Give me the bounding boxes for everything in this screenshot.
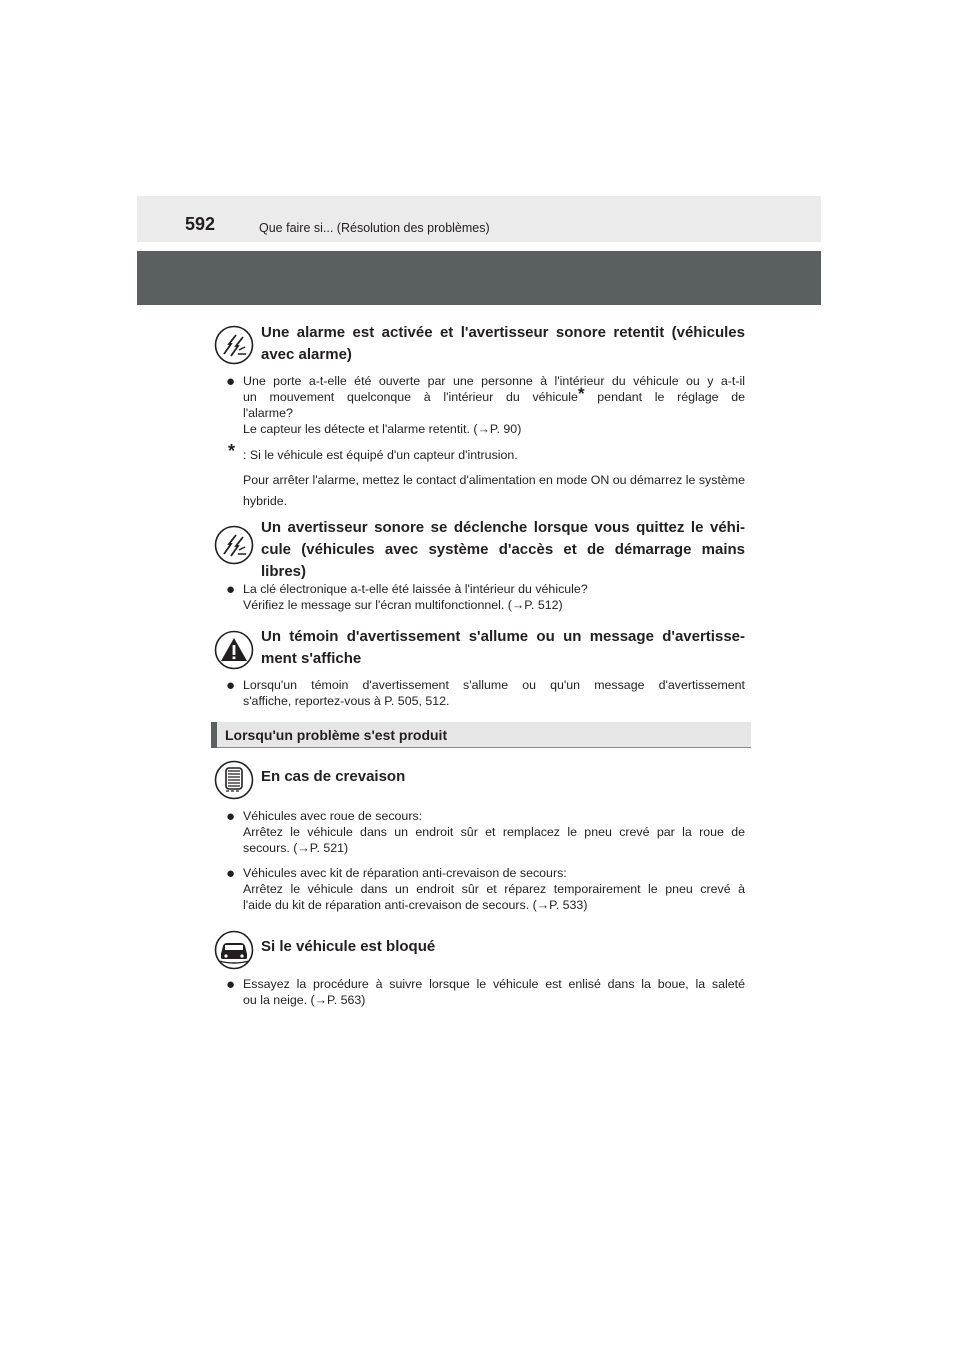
bullet-text-warning: Lorsqu'un témoin d'avertissement s'allume ou qu'un message d'avertissement s'affiche, reportez-vous à P. 505, 512.	[243, 678, 745, 708]
chapter-title: Que faire si... (Résolution des problèmes)	[259, 221, 490, 235]
section-title-smart-key: Un avertisseur sonore se déclenche lorsque vous quittez le véhi- cule (véhicules avec système d'accès et de démarrage mains libres)	[261, 519, 745, 580]
alarm-lightning-icon	[214, 525, 254, 565]
bullet-marker: ●	[226, 677, 236, 694]
section-title-stuck: Si le véhicule est bloqué	[261, 938, 436, 955]
bullet-marker: ●	[226, 865, 236, 882]
stuck-vehicle-icon	[214, 930, 254, 970]
section-title-warning: Un témoin d'avertissement s'allume ou un message d'avertisse- ment s'affiche	[261, 628, 745, 667]
footnote-text: : Si le véhicule est équipé d'un capteur d'intrusion.	[243, 448, 518, 462]
warning-triangle-icon	[214, 630, 254, 670]
page-number: 592	[185, 214, 216, 234]
flat-tire-icon	[214, 760, 254, 800]
bullet-text-spare-wheel: Véhicules avec roue de secours: Arrêtez le véhicule dans un endroit sûr et remplacez le pneu crevé par la roue de secours. (→P. 521)	[243, 809, 745, 855]
bullet-text-stuck: Essayez la procédure à suivre lorsque le véhicule est enlisé dans la boue, la saleté ou la neige. (→P. 563)	[243, 977, 745, 1007]
header-band	[137, 196, 821, 242]
bullet-marker: ●	[226, 808, 236, 825]
bullet-text-repair-kit: Véhicules avec kit de réparation anti-crevaison de secours: Arrêtez le véhicule dans un endroit sûr et réparez temporairement le pneu crevé à l'aide du kit de réparation anti-crevaison de secours. (→P. 533)	[243, 866, 745, 912]
section-title-alarm: Une alarme est activée et l'avertisseur sonore retentit (véhicules avec alarme)	[261, 324, 745, 363]
bar-label: Lorsqu'un problème s'est produit	[225, 727, 448, 743]
bullet-marker: ●	[226, 581, 236, 598]
alarm-lightning-icon	[214, 325, 254, 365]
bullet-marker: ●	[226, 373, 236, 390]
bullet-text-alarm: Une porte a-t-elle été ouverte par une personne à l'intérieur du véhicule ou y a-t-il un mouvement quelconque à l'intérieur du véhicule* pendant le réglage de l'alarme? Le capteur les détecte et l'alarme retentit. (→P. 90)	[243, 374, 745, 436]
footnote-mark: *	[228, 441, 236, 461]
bullet-marker: ●	[226, 976, 236, 993]
section-header-bar	[211, 722, 751, 748]
section-band	[137, 251, 821, 305]
section-title-flat-tire: En cas de crevaison	[261, 768, 406, 785]
bullet-text-smart-key: La clé électronique a-t-elle été laissée à l'intérieur du véhicule? Vérifiez le message sur l'écran multifonctionnel. (→P. 512)	[243, 582, 588, 612]
alarm-note: Pour arrêter l'alarme, mettez le contact d'alimentation en mode ON ou démarrez le système hybride.	[243, 473, 745, 508]
bar-accent	[211, 722, 217, 748]
